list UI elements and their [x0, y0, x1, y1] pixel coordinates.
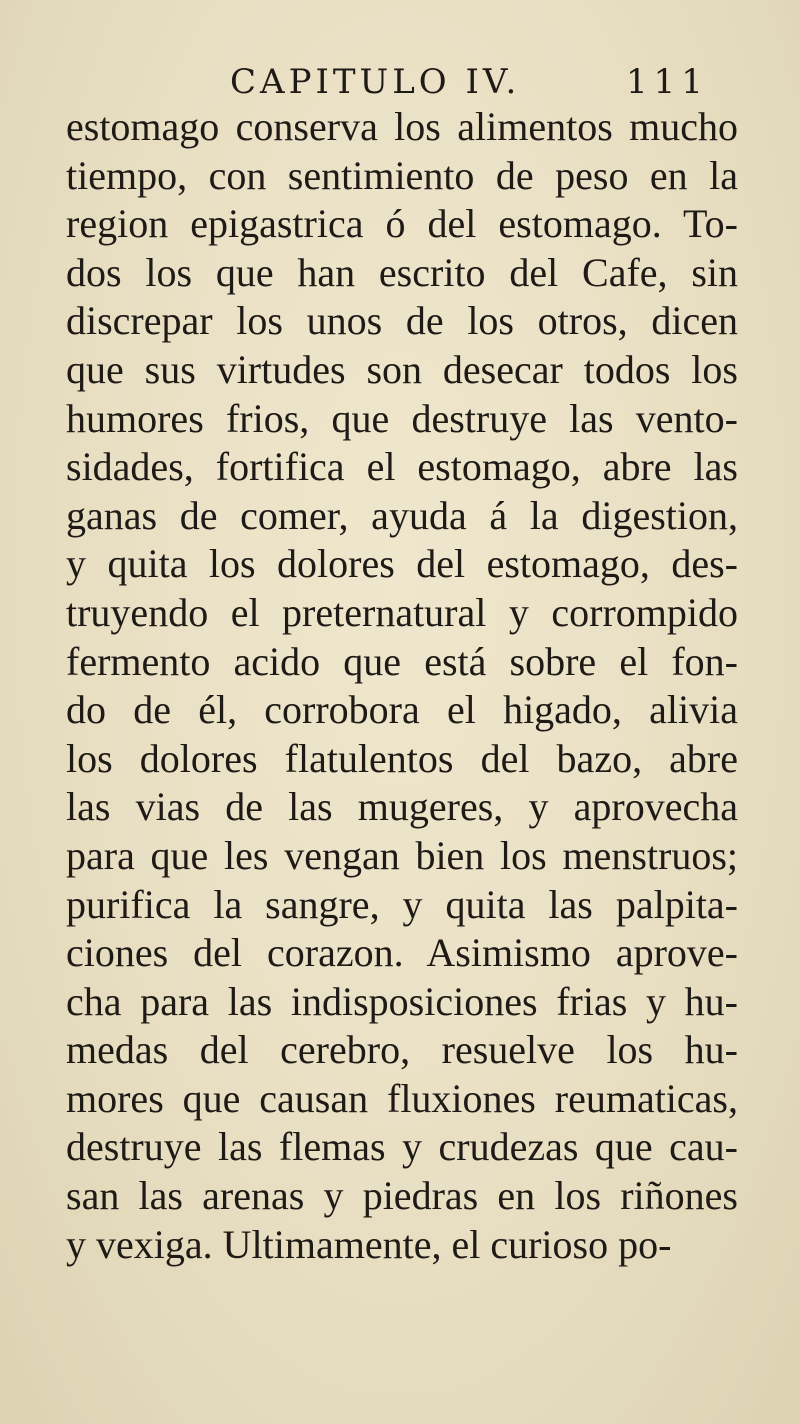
text-line: estomago conserva los alimentos mucho [66, 104, 738, 149]
text-line: destruye las flemas y crudezas que cau- [66, 1124, 738, 1170]
text-line: ganas de comer, ayuda á la digestion, [66, 492, 738, 538]
text-line: las vias de las mugeres, y aprovecha [66, 784, 738, 830]
text-line: que sus virtudes son desecar todos los [66, 346, 738, 392]
text-line: dos los que han escrito del Cafe, sin [66, 249, 738, 295]
running-head: CAPITULO IV. [230, 62, 521, 102]
text-line: y quita los dolores del estomago, des- [66, 541, 738, 587]
text-line: purifica la sangre, y quita las palpita- [66, 881, 738, 927]
page-header [0, 60, 800, 104]
text-line: humores frios, que destruye las vento- [66, 395, 738, 441]
text-line: para que les vengan bien los menstruos; [66, 832, 738, 878]
page-number: 111 [626, 62, 709, 102]
text-line: los dolores flatulentos del bazo, abre [66, 735, 738, 781]
text-line: discrepar los unos de los otros, dicen [66, 298, 738, 344]
text-line: cha para las indisposiciones frias y hu- [66, 978, 738, 1024]
text-line: fermento acido que está sobre el fon- [66, 638, 738, 684]
text-line: do de él, corrobora el higado, alivia [66, 687, 738, 733]
text-line: mores que causan fluxiones reumaticas, [66, 1075, 738, 1121]
text-line: ciones del corazon. Asimismo aprove- [66, 930, 738, 976]
body-text [66, 103, 738, 1269]
text-line: san las arenas y piedras en los riñones [66, 1173, 738, 1219]
text-line: tiempo, con sentimiento de peso en la [66, 152, 738, 198]
text-line: truyendo el preternatural y corrompido [66, 589, 738, 635]
text-line: region epigastrica ó del estomago. To- [66, 201, 738, 247]
text-line: medas del cerebro, resuelve los hu- [66, 1027, 738, 1073]
text-line: sidades, fortifica el estomago, abre las [66, 444, 738, 490]
text-line: y vexiga. Ultimamente, el curioso po- [66, 1221, 672, 1267]
